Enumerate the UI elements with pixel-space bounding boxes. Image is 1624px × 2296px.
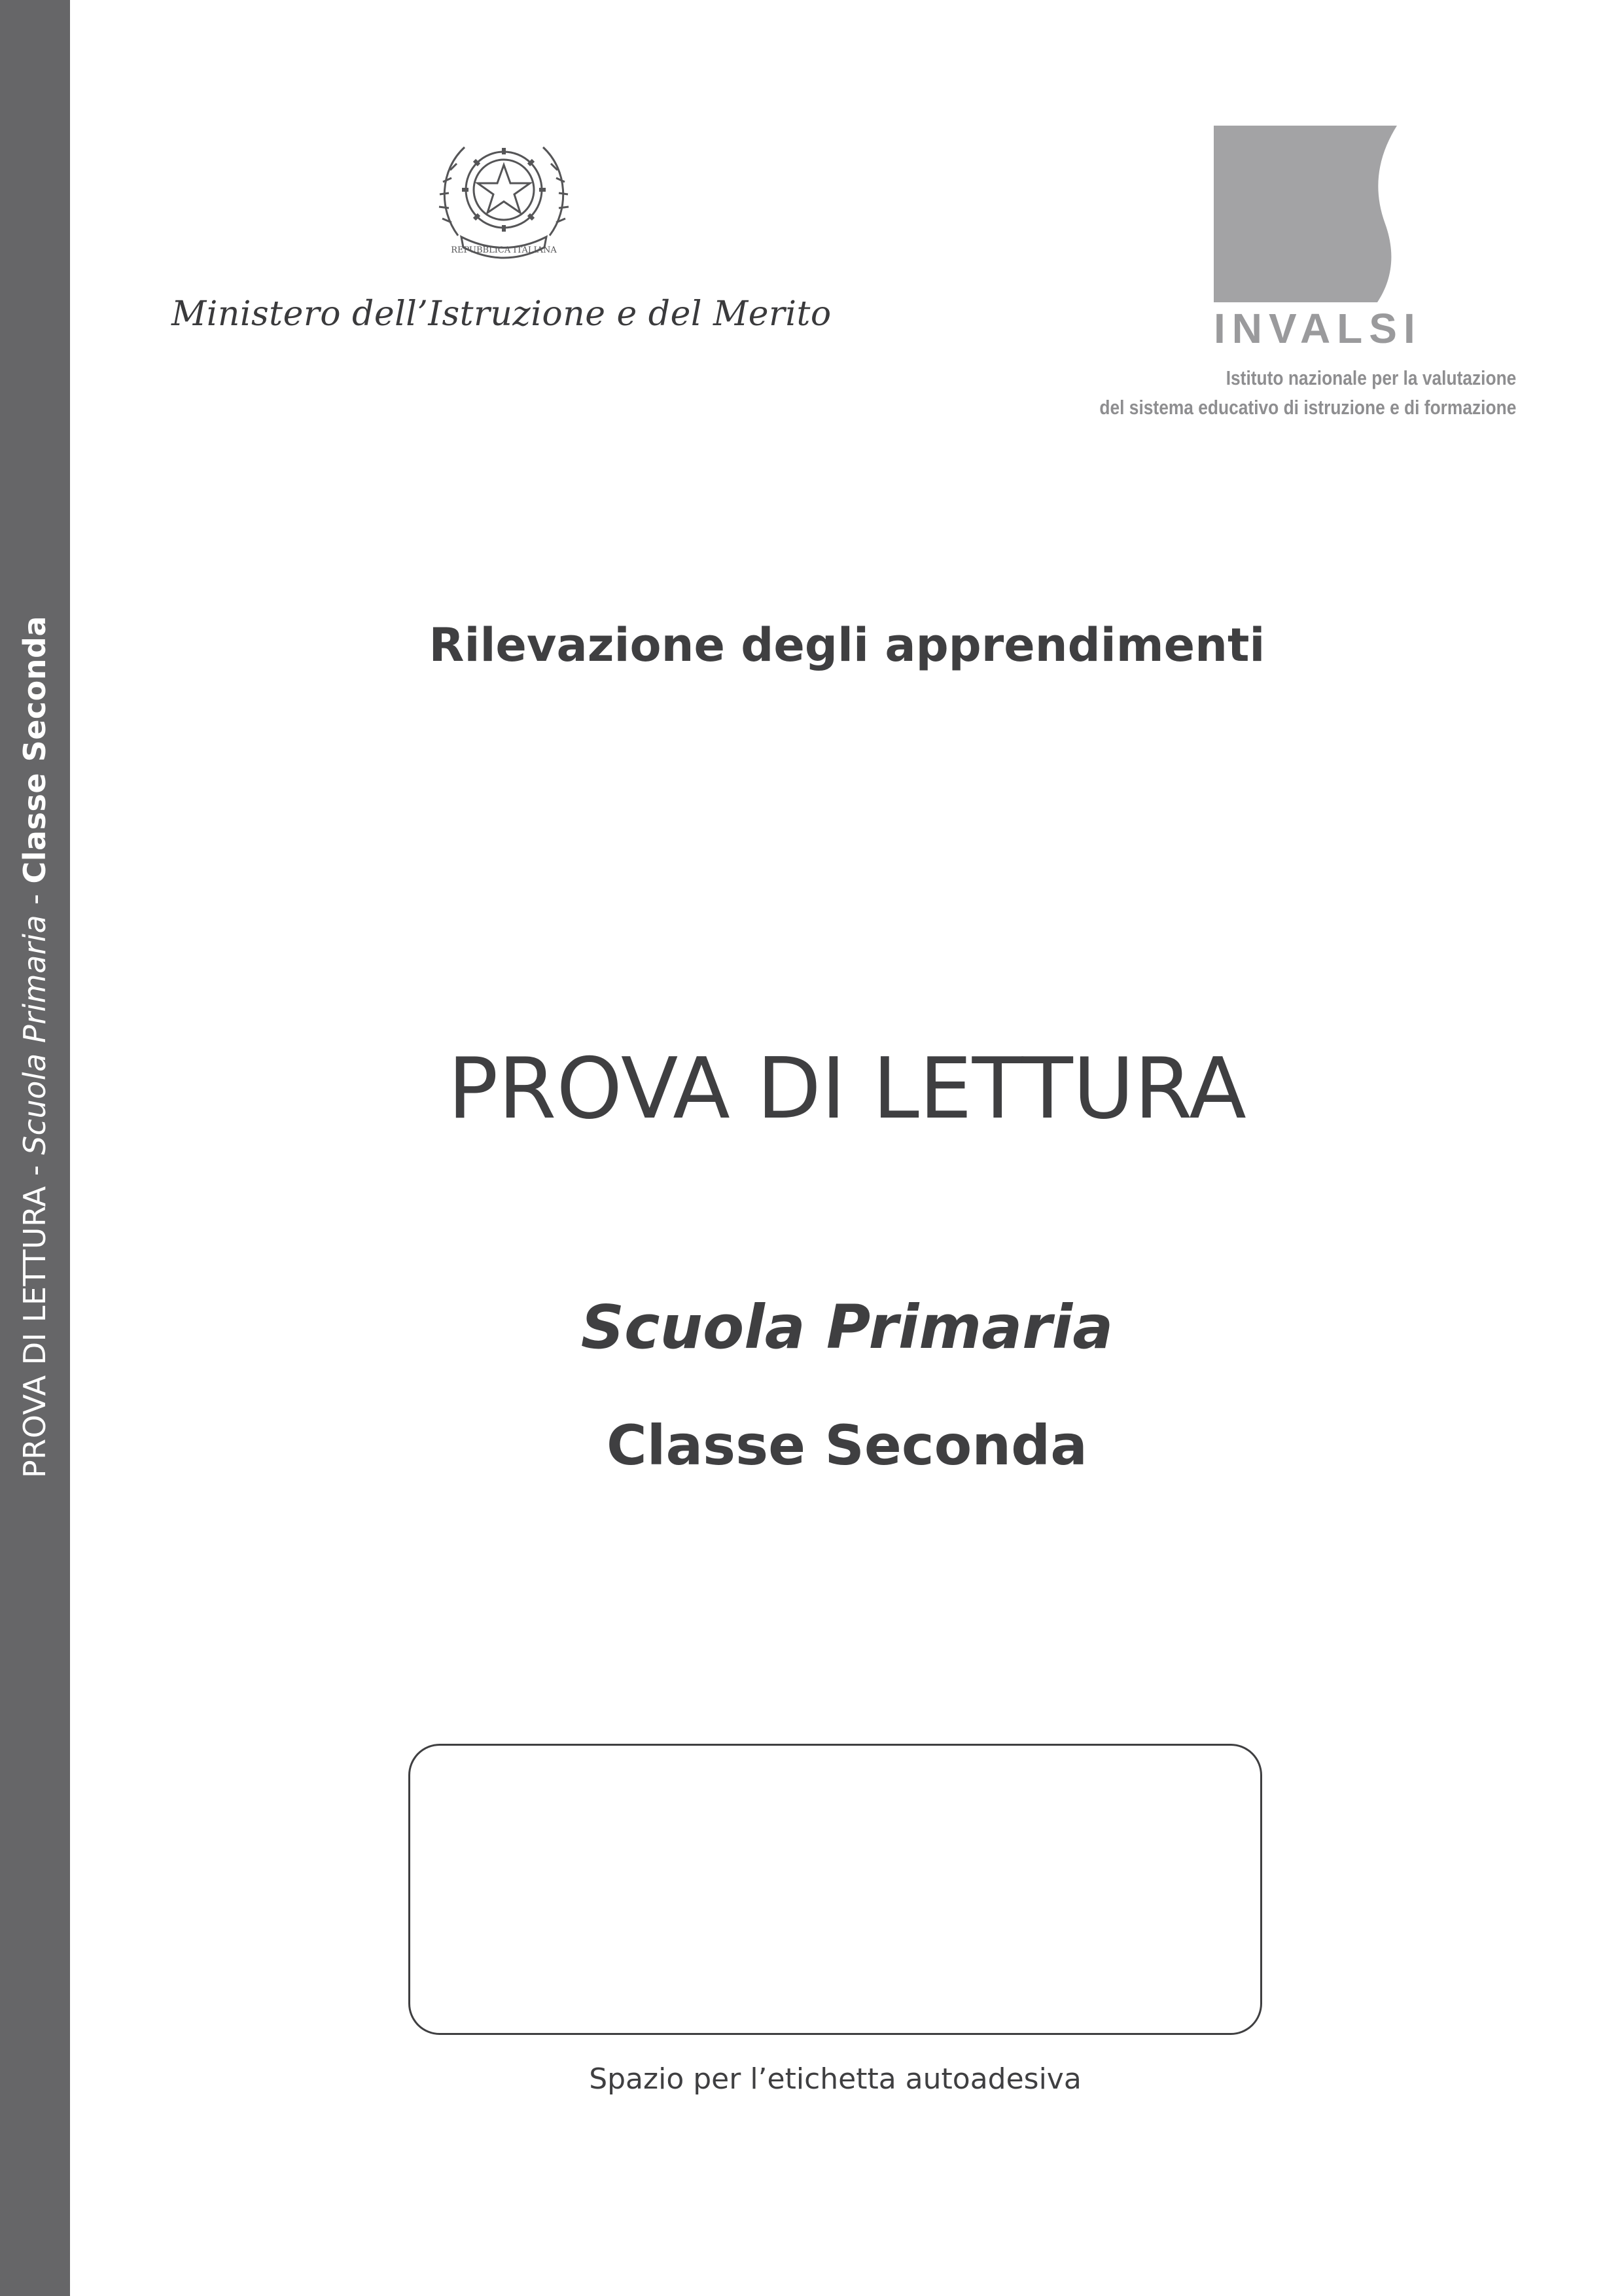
invalsi-wordmark: INVALSI [1214, 305, 1422, 352]
ministry-name: Ministero dell’Istruzione e del Merito [171, 294, 832, 334]
invalsi-description-line2: del sistema educativo di istruzione e di formazione [1099, 396, 1516, 419]
spine-school: Scuola Primaria [17, 914, 52, 1156]
survey-heading: Rilevazione degli apprendimenti [429, 618, 1265, 672]
invalsi-description-line1: Istituto nazionale per la valutazione [1226, 366, 1516, 389]
italian-republic-emblem [432, 124, 576, 268]
school-level: Scuola Primaria [580, 1292, 1114, 1362]
spine-separator: - [17, 883, 52, 915]
page-title: PROVA DI LETTURA [448, 1040, 1246, 1138]
spine-test-name: PROVA DI LETTURA - [17, 1155, 52, 1478]
invalsi-description [1099, 363, 1516, 422]
spine-grade: Classe Seconda [17, 616, 52, 884]
side-spine [0, 0, 70, 2296]
grade-level: Classe Seconda [607, 1413, 1087, 1477]
invalsi-logo-icon [1214, 126, 1397, 302]
emblem-icon [432, 124, 576, 268]
sticker-label-caption: Spazio per l’etichetta autoadesiva [589, 2062, 1082, 2096]
sticker-label-area [408, 1744, 1262, 2035]
emblem-ribbon-text: REPUBBLICA ITALIANA [451, 245, 557, 255]
